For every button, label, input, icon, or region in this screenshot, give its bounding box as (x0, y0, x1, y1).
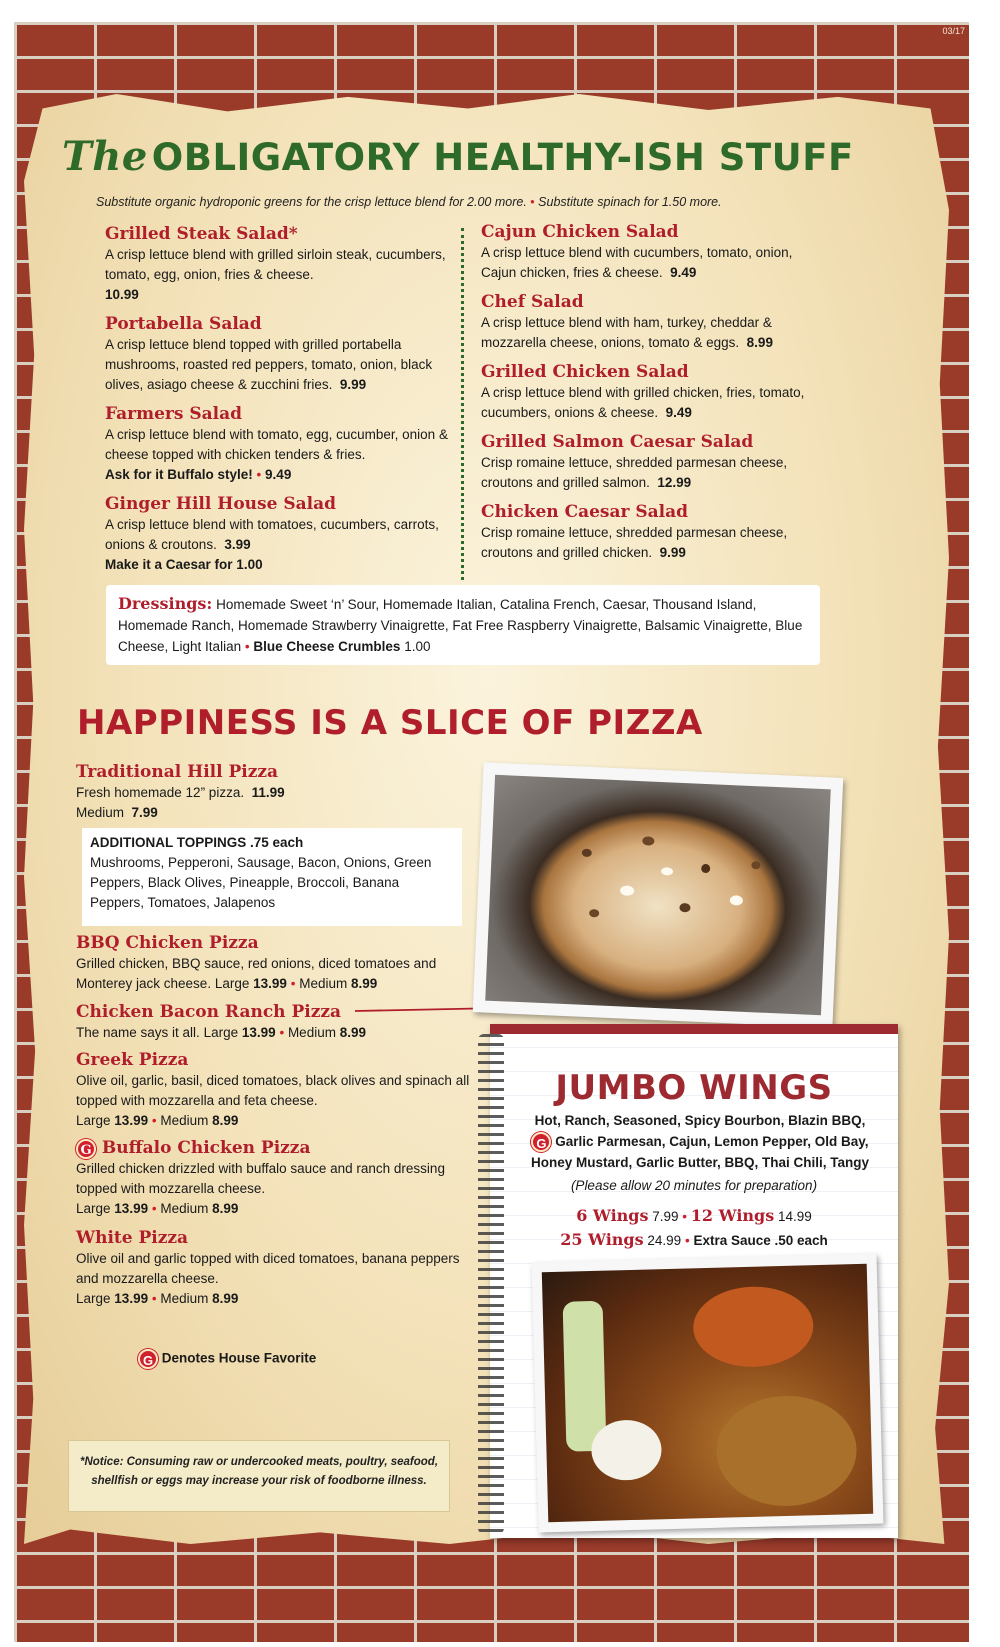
wings-photo (532, 1254, 884, 1533)
dressings-list: Homemade Sweet ‘n’ Sour, Homemade Italian, Catalina French, Caesar, Thousand Island, Homemade Ranch, Homemade Strawberry Vinaigrette, Fat Free Raspberry Vinaigrette, Balsamic Vinaigrette, Blue Cheese, Light Italian (118, 597, 803, 654)
item-description: Olive oil and garlic topped with diced tomatoes, banana peppers and mozzarella cheese. Large 13.99 • Medium 8.99 (76, 1251, 460, 1306)
wings-title: JUMBO WINGS (555, 1068, 833, 1108)
item-description: Crisp romaine lettuce, shredded parmesan cheese, croutons and grilled chicken. 9.99 (481, 525, 788, 560)
house-favorite-legend (138, 1349, 316, 1369)
toppings-title: ADDITIONAL TOPPINGS .75 each (90, 835, 304, 850)
item-extra: Make it a Caesar for 1.00 (105, 557, 263, 572)
separator-dot: • (530, 195, 535, 209)
menu-item (76, 762, 476, 823)
menu-item (481, 361, 831, 423)
item-description: Fresh homemade 12” pizza. 11.99 Medium 7.99 (76, 785, 285, 820)
substitute-greens: Substitute organic hydroponic greens for the crisp lettuce blend for 2.00 more. (96, 195, 527, 209)
item-name: Farmers Salad (105, 404, 243, 424)
menu-item (105, 403, 455, 485)
menu-item (105, 223, 455, 305)
separator-dot: • (256, 467, 262, 482)
item-description: Grilled chicken drizzled with buffalo sauce and ranch dressing topped with mozzarella cheese. Large 13.99 • Medium 8.99 (76, 1161, 445, 1216)
flavors-line-1: Hot, Ranch, Seasoned, Spicy Bourbon, Blazin BBQ, (534, 1113, 866, 1128)
page-code: 03/17 (942, 26, 965, 36)
item-price: 9.49 (670, 265, 697, 280)
legend-text: Denotes House Favorite (161, 1350, 317, 1366)
wings-flavors (510, 1110, 890, 1173)
item-price: 9.99 (339, 377, 367, 392)
menu-item (481, 501, 831, 563)
item-name: Greek Pizza (76, 1050, 189, 1070)
notebook-top-bar (490, 1024, 898, 1034)
wings-prep-note: (Please allow 20 minutes for preparation) (570, 1178, 818, 1193)
item-price: 3.99 (224, 537, 251, 552)
wings-price: 24.99 (647, 1233, 682, 1248)
item-price: 9.99 (659, 545, 686, 560)
wings-size: 6 Wings (576, 1206, 649, 1225)
item-name: Ginger Hill House Salad (105, 494, 336, 514)
dressings-label: Dressings: (118, 594, 213, 613)
house-favorite-icon: G (138, 1349, 158, 1369)
item-name: Grilled Chicken Salad (481, 362, 689, 382)
item-name: BBQ Chicken Pizza (76, 933, 259, 953)
item-description: A crisp lettuce blend with grilled sirloin steak, cucumbers, tomato, egg, onion, fries & cheese. 10.99 (105, 247, 446, 302)
menu-item (76, 1138, 476, 1219)
menu-item (481, 431, 831, 493)
column-divider (461, 228, 464, 580)
item-description: Olive oil, garlic, basil, diced tomatoes, black olives and spinach all topped with mozzarella and feta cheese. Large 13.99 • Medium 8.99 (76, 1073, 470, 1128)
spiral-binding (478, 1034, 504, 1534)
menu-item (105, 313, 455, 395)
item-description: A crisp lettuce blend topped with grilled portabella mushrooms, roasted red peppers, tomato, onion, black olives, asiago cheese & zucchini fries. 9.99 (105, 337, 433, 392)
item-description: A crisp lettuce blend with cucumbers, tomato, onion, Cajun chicken, fries & cheese. 9.49 (481, 245, 793, 280)
house-favorite-icon: G (531, 1132, 551, 1152)
item-name: Chicken Bacon Ranch Pizza (76, 1002, 342, 1022)
item-name: White Pizza (76, 1228, 189, 1248)
medium-label: Medium (76, 805, 125, 820)
house-favorite-icon: G (76, 1139, 96, 1159)
medium-price: 7.99 (131, 805, 158, 820)
salad-column-left (105, 223, 455, 583)
item-description: A crisp lettuce blend with ham, turkey, cheddar & mozzarella cheese, onions, tomato & eggs. 8.99 (481, 315, 773, 350)
item-name: Chicken Caesar Salad (481, 502, 689, 522)
pizza-section-title: HAPPINESS IS A SLICE OF PIZZA (77, 703, 703, 743)
item-extra: Ask for it Buffalo style! (105, 467, 253, 482)
flavors-line-3: Honey Mustard, Garlic Butter, BBQ, Thai Chili, Tangy (530, 1155, 870, 1171)
salad-section-title (62, 133, 854, 180)
dressings-box (106, 585, 820, 665)
item-price: 9.49 (665, 405, 692, 420)
pizza-photo (473, 762, 844, 1027)
item-name: Grilled Steak Salad* (105, 224, 298, 244)
toppings-list: Mushrooms, Pepperoni, Sausage, Bacon, Onions, Green Peppers, Black Olives, Pineapple, Broccoli, Banana Peppers, Tomatoes, Jalapenos (90, 855, 432, 910)
separator-dot: • (244, 639, 250, 654)
extra-sauce: Extra Sauce .50 each (693, 1233, 828, 1248)
item-price: 10.99 (105, 287, 139, 302)
salad-title-the: The (62, 133, 148, 180)
dressings-extra-price: 1.00 (404, 639, 431, 654)
item-name: Portabella Salad (105, 314, 262, 334)
salad-substitute-note (96, 195, 836, 209)
item-description: The name says it all. Large 13.99 • Medium 8.99 (76, 1025, 366, 1040)
wings-size: 25 Wings (560, 1230, 644, 1249)
menu-item (76, 933, 476, 994)
item-description: A crisp lettuce blend with grilled chicken, fries, tomato, cucumbers, onions & cheese. 9.49 (481, 385, 805, 420)
item-description: A crisp lettuce blend with tomato, egg, cucumber, onion & cheese topped with chicken tenders & fries. Ask for it Buffalo style! • 9.49 (105, 427, 448, 482)
item-price: 11.99 (251, 785, 285, 800)
item-description: Grilled chicken, BBQ sauce, red onions, diced tomatoes and Monterey jack cheese. Large 13.99 • Medium 8.99 (76, 956, 437, 991)
item-description: A crisp lettuce blend with tomatoes, cucumbers, carrots, onions & croutons. 3.99 Make it a Caesar for 1.00 (105, 517, 439, 572)
menu-item (481, 221, 831, 283)
item-name: Cajun Chicken Salad (481, 222, 679, 242)
wings-image (542, 1264, 873, 1522)
pizza-image (485, 775, 831, 1015)
flavors-line-2: G Garlic Parmesan, Cajun, Lemon Pepper, Old Bay, (510, 1131, 890, 1152)
dressings-extra: Blue Cheese Crumbles (253, 639, 401, 654)
wings-prices (490, 1204, 898, 1252)
item-name: Grilled Salmon Caesar Salad (481, 432, 754, 452)
item-price: 12.99 (657, 475, 692, 490)
substitute-spinach: Substitute spinach for 1.50 more. (538, 195, 722, 209)
toppings-box (82, 828, 462, 926)
item-price: 9.49 (265, 467, 292, 482)
item-description: Crisp romaine lettuce, shredded parmesan cheese, croutons and grilled salmon. 12.99 (481, 455, 788, 490)
wings-size: 12 Wings (690, 1206, 775, 1225)
menu-item (481, 291, 831, 353)
item-price: 8.99 (746, 335, 773, 350)
salad-column-right (481, 221, 831, 571)
separator-dot: • (684, 1233, 690, 1248)
separator-dot: • (682, 1209, 688, 1224)
item-name: Traditional Hill Pizza (76, 762, 279, 782)
salad-title-main: OBLIGATORY HEALTHY-ISH STUFF (151, 136, 854, 179)
wings-price: 7.99 (652, 1209, 679, 1224)
menu-item (105, 493, 455, 575)
menu-item (76, 1228, 476, 1309)
item-name: G Buffalo Chicken Pizza (76, 1138, 476, 1159)
wings-price: 14.99 (778, 1209, 812, 1224)
item-name: Chef Salad (481, 292, 584, 312)
menu-item (76, 1050, 476, 1131)
foodborne-notice: *Notice: Consuming raw or undercooked meats, poultry, seafood, shellfish or eggs may increase your risk of foodborne illness. (68, 1440, 450, 1512)
